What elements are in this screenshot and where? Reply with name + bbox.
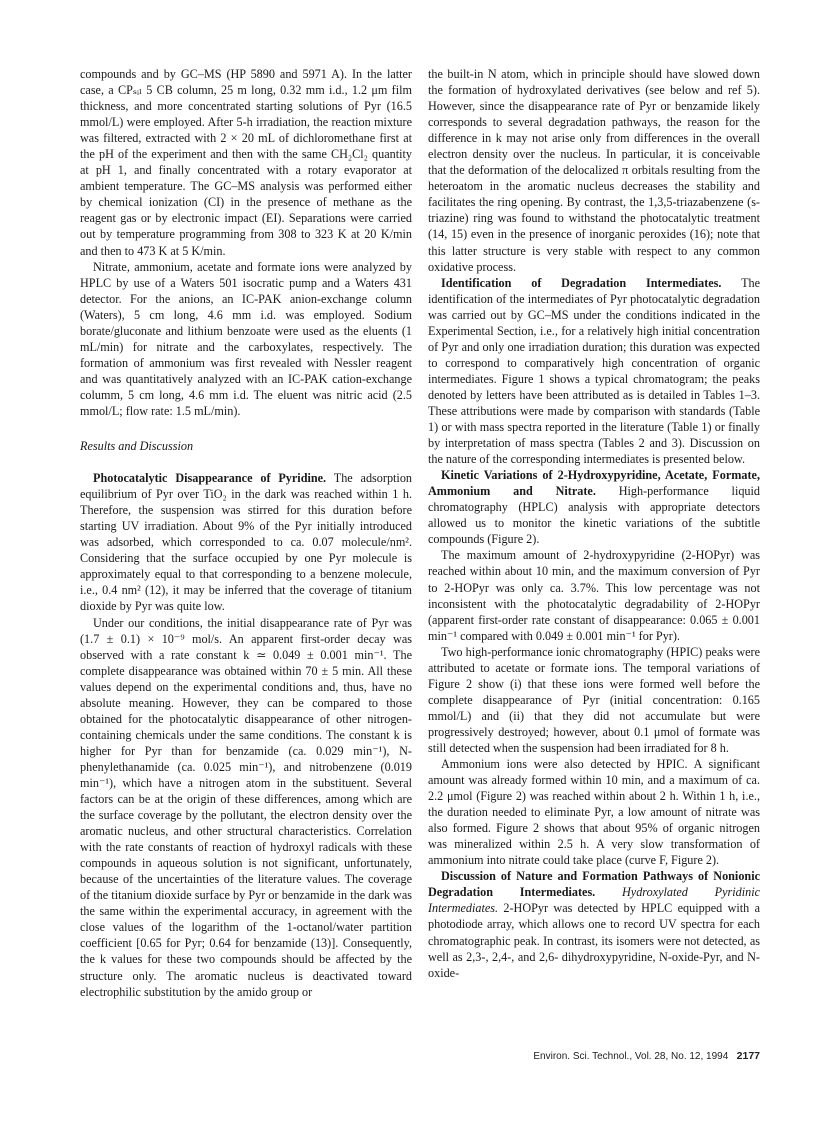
paragraph: Under our conditions, the initial disappearance rate of Pyr was (1.7 ± 0.1) × 10⁻⁹ mol/s. An apparent first-order decay was observed with a rate constant k ≃ 0.049 ± 0.001 min⁻¹. The complete disappearance was obtained within 70 ± 5 min. All these values depend on the experimental conditions and, thus, have no absolute meaning. However, they can be compared to those obtained for the photocatalytic disappearance of other nitrogen-containing chemicals under the same conditions. The constant k is higher for Pyr than for benzamide (ca. 0.029 min⁻¹), N-phenylethanamide (ca. 0.025 min⁻¹), and nitrobenzene (0.019 min⁻¹), which have a nitrogen atom in the substituent. Several factors can be at the origin of these differences, among which are the surface coverage by the pollutant, the electron density over the aromatic nucleus, and other structural characteristics. Correlation with the rate constants of reaction of hydroxyl radicals with these compounds in aqueous solution is not significant, unfortunately, because of the uncertainties of the literature values. The coverage of the titanium dioxide surface by Pyr or benzamide in the dark was the same within the experimental accuracy, in agreement with the close values of the logarithm of the 1-octanol/water partition coefficient [0.65 for Pyr; 0.64 for benzamide (13)]. Consequently, the k values for these two compounds should be affected by the structure only. The aromatic nucleus is deactivated toward electrophilic substitution by the amido group or (80, 615, 412, 999)
paragraph: Ammonium ions were also detected by HPIC. A significant amount was already formed within 10 min, and a maximum of ca. 2.2 μmol (Figure 2) was reached within about 2 h. Within 1 h, i.e., the duration needed to eliminate Pyr, a low amount of nitrate was also formed. Figure 2 shows that about 95% of organic nitrogen was mineralized within 2.5 h. A very slow transformation of ammonium into nitrate could take place (curve F, Figure 2). (428, 757, 760, 868)
journal-citation: Environ. Sci. Technol., Vol. 28, No. 12, 1994 (533, 1051, 729, 1062)
paragraph: the built-in N atom, which in principle should have slowed down the formation of hydroxylated derivatives (see below and ref 5). However, since the disappearance rate of Pyr or benzamide likely corresponds to several degradation pathways, the reason for the difference in k may not arise only from differences in the overall electron density over the nucleus. In particular, it is conceivable that the deformation of the delocalized π orbitals resulting from the heteroatom in the aromatic nucleus decreases the stability and facilitates the ring opening. By contrast, the 1,3,5-triazabenzene (s-triazine) ring was found to withstand the photocatalytic treatment (14, 15) even in the presence of inorganic peroxides (16); note that this latter structure is very stable with respect to any common oxidative process. (428, 67, 760, 274)
paragraph (428, 275, 760, 468)
paragraph: compounds and by GC–MS (HP 5890 and 5971 A). In the latter case, a CPₛᵢₗ 5 CB column, 25 m long, 0.32 mm i.d., 1.2 μm film thickness, and more concentrated starting solutions of Pyr (16.5 mmol/L) were employed. After 5-h irradiation, the reaction mixture was filtered, extracted with 2 × 20 mL of dichloromethane first at the pH of the experiment and then with the same CH₂Cl₂ quantity at pH 1, and finally concentrated with a rotary evaporator at ambient temperature. The GC–MS analysis was performed either by chemical ionization (CI) in the presence of methane as the reagent gas or by electronic impact (EI). Separations were carried out by temperature programming from 308 to 323 K at 20 K/min and then to 473 K at 5 K/min. (80, 67, 412, 258)
paragraph: Nitrate, ammonium, acetate and formate ions were analyzed by HPLC by use of a Waters 501 isocratic pump and a Waters 431 detector. For the anions, an IC-PAK anion-exchange column (Waters), 5 cm long, 4.6 mm i.d. was employed. Sodium borate/gluconate and lithium benzoate were used as the eluents (1 mL/min) for nitrate and the carboxylates, respectively. The formation of ammonium was first revealed with Nessler reagent and was quantitatively analyzed with an IC-PAK cation-exchange columm, 5 cm long, 4.6 mm i.d. The eluent was nitric acid (2.5 mmol/L; flow rate: 1.5 mL/min). (80, 259, 412, 418)
paragraph: Two high-performance ionic chromatography (HPIC) peaks were attributed to acetate or formate ions. The temporal variations of Figure 2 show (i) that these ions were formed well before the complete disappearance of Pyr (initial concentration: 0.165 mmol/L) and (ii) that they did not accumulate but were progressively destroyed; however, about 0.1 μmol of formate was still detected when the suspension had been irradiated for 8 h. (428, 644, 760, 755)
paragraph (428, 467, 760, 547)
run-in-heading: Identification of Degradation Intermediates. (441, 275, 722, 290)
paragraph-text: The identification of the intermediates of Pyr photocatalytic degradation was carried out by GC–MS under the conditions indicated in the Experimental Section, i.e., for a relatively high initial concentration of Pyr and only one irradiation duration; this duration was expected to correspond to comparatively high concentration of organic intermediates. Figure 1 shows a typical chromatogram; the peaks denoted by letters have been attributed as is detailed in Tables 1–3. These attributions were made by comparison with standards (Table 1) or with mass spectra reported in the literature (Table 1) or finally by interpretation of mass spectra (Tables 2 and 3). Discussion on the nature of the corresponding intermediates is presented below. (428, 275, 761, 467)
page-footer (516, 1050, 760, 1062)
run-in-subheading: Hydroxylated Pyridinic Intermediates. (428, 885, 760, 916)
paragraph (80, 470, 412, 614)
right-column (428, 66, 760, 981)
left-column (80, 66, 412, 1000)
page-number: 2177 (736, 1050, 760, 1062)
section-heading: Results and Discussion (80, 439, 194, 454)
run-in-heading: Photocatalytic Disappearance of Pyridine. (93, 471, 327, 486)
paragraph: The maximum amount of 2-hydroxypyridine (2-HOPyr) was reached within about 10 min, and the maximum conversion of Pyr to 2-HOPyr was only ca. 3.7%. This low percentage was not inconsistent with the photocatalytic degradability of 2-HOPyr (apparent first-order rate constant of disappearance: 0.065 ± 0.001 min⁻¹ compared with 0.049 ± 0.001 min⁻¹ for Pyr). (428, 548, 760, 643)
paragraph-text: 2-HOPyr was detected by HPLC equipped with a photodiode array, which allows one to record UV spectra for each chromatographic peak. In contrast, its isomers were not detected, as well as 2,3-, 2,4-, and 2,6- dihydroxypyridine, N-oxide-Pyr, and N-oxide- (428, 901, 761, 980)
paragraph (428, 868, 760, 980)
run-in-heading: Kinetic Variations of 2-Hydroxypyridine, Acetate, Formate, Ammonium and Nitrate. (428, 468, 760, 499)
run-in-heading: Discussion of Nature and Formation Pathways of Nonionic Degradation Intermediates. (428, 869, 760, 900)
paragraph-text: The adsorption equilibrium of Pyr over TiO₂ in the dark was reached within 1 h. Therefore, the suspension was stirred for this duration before starting UV irradiation. About 9% of the Pyr initially introduced was adsorbed, which corresponded to ca. 0.07 molecule/nm². Considering that the surface occupied by one Pyr molecule is approximately equal to that corresponding to a benzene molecule, i.e., 0.4 nm² (12), it may be inferred that the coverage of titanium dioxide by Pyr was quite low. (80, 471, 413, 614)
paragraph-text: High-performance liquid chromatography (HPLC) analysis with appropriate detectors allowed us to monitor the kinetic variations of the subtitle compounds (Figure 2). (428, 484, 760, 547)
